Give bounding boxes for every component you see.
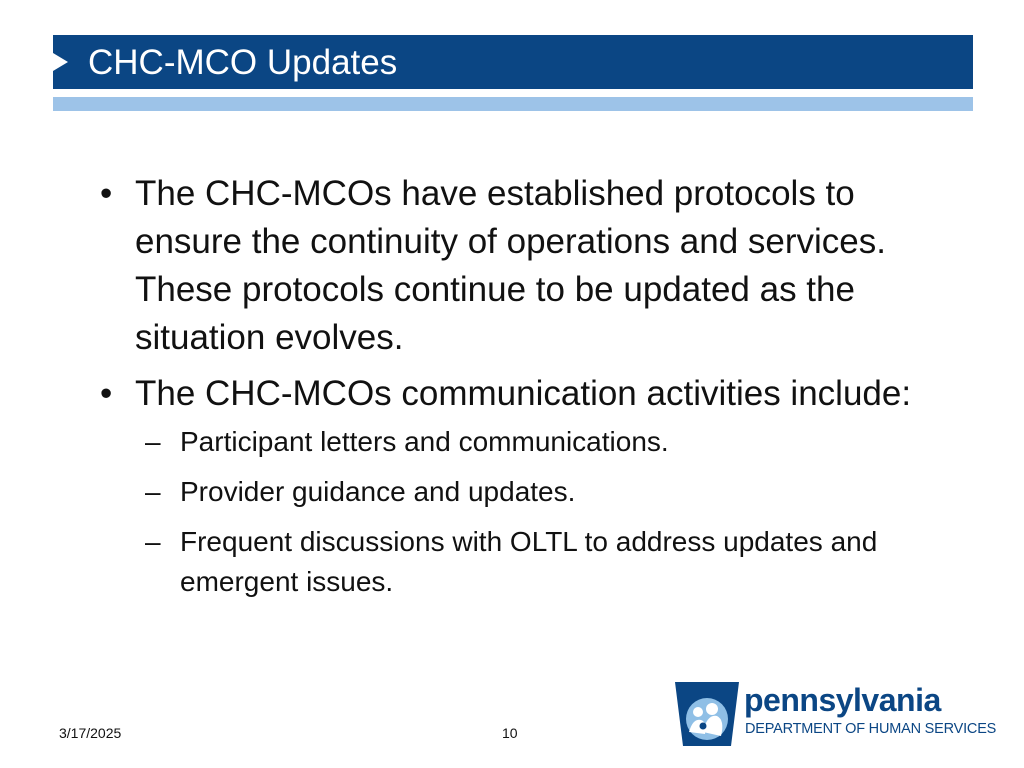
bullet-mark: • xyxy=(100,174,113,213)
sub-bullet-item xyxy=(145,422,930,462)
sub-bullet-text: Provider guidance and updates. xyxy=(180,476,576,507)
sub-bullet-item xyxy=(145,522,930,602)
sub-bullet-list xyxy=(100,422,930,602)
sub-bullet-text: Participant letters and communications. xyxy=(180,426,669,457)
title-bar xyxy=(53,35,973,89)
bullet-mark: • xyxy=(100,374,113,413)
bullet-text: The CHC-MCOs have established protocols to ensure the continuity of operations and services. These protocols continue to be updated as the situation evolves. xyxy=(135,174,886,357)
keystone-family-icon xyxy=(673,682,741,748)
sub-bullet-mark: – xyxy=(145,476,161,507)
bullet-text: The CHC-MCOs communication activities include: xyxy=(135,374,912,413)
footer-date: 3/17/2025 xyxy=(59,725,122,741)
bullet-item xyxy=(100,370,930,418)
sub-bullet-text: Frequent discussions with OLTL to address updates and emergent issues. xyxy=(180,526,878,597)
sub-bullet-mark: – xyxy=(145,426,161,457)
sub-bullet-mark: – xyxy=(145,526,161,557)
sub-bullet-item xyxy=(145,472,930,512)
title-accent-stripe xyxy=(53,97,973,111)
logo-wordmark: pennsylvania xyxy=(744,682,941,718)
footer-page-number: 10 xyxy=(502,725,518,741)
bullet-item xyxy=(100,170,930,362)
title-arrow-icon xyxy=(53,53,68,71)
slide-content xyxy=(100,170,930,612)
slide-title: CHC-MCO Updates xyxy=(88,43,398,82)
pa-dhs-logo xyxy=(670,680,997,750)
logo-department: DEPARTMENT OF HUMAN SERVICES xyxy=(745,721,997,737)
